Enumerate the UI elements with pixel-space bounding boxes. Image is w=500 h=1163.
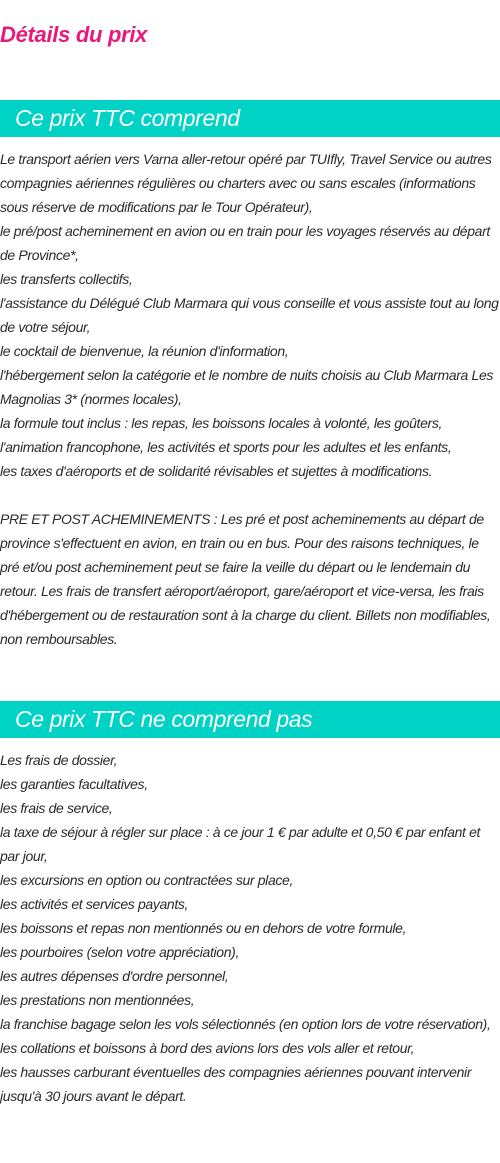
list-item: la formule tout inclus : les repas, les boissons locales à volonté, les goûters, <box>0 415 443 431</box>
list-item: Les frais de dossier, <box>0 752 118 768</box>
list-item: les pourboires (selon votre appréciation), <box>0 944 239 960</box>
list-item: Le transport aérien vers Varna aller-retour opéré par TUIfly, Travel Service ou autres compagnies aériennes régulières ou charters avec ou sans escales (informations sous réserve de modifications par le Tour Opérateur), <box>0 151 492 215</box>
includes-heading: Ce prix TTC comprend <box>0 100 500 137</box>
page-title: Détails du prix <box>0 22 148 47</box>
list-item: les collations et boissons à bord des avions lors des vols aller et retour, <box>0 1040 415 1056</box>
list-item: les activités et services payants, <box>0 896 189 912</box>
list-item: l'hébergement selon la catégorie et le nombre de nuits choisis au Club Marmara Les Magnolias 3* (normes locales), <box>0 367 494 407</box>
list-item: l'assistance du Délégué Club Marmara qui vous conseille et vous assiste tout au long de votre séjour, <box>0 295 499 335</box>
list-item: le pré/post acheminement en avion ou en train pour les voyages réservés au départ de Province*, <box>0 223 490 263</box>
excludes-heading: Ce prix TTC ne comprend pas <box>0 701 500 738</box>
list-item: le cocktail de bienvenue, la réunion d'information, <box>0 343 289 359</box>
list-item: les garanties facultatives, <box>0 776 148 792</box>
list-item: les hausses carburant éventuelles des compagnies aériennes pouvant intervenir jusqu'à 30 jours avant le départ. <box>0 1064 472 1104</box>
list-item: la taxe de séjour à régler sur place : à ce jour 1 € par adulte et 0,50 € par enfant et par jour, <box>0 824 481 864</box>
list-item: les transferts collectifs, <box>0 271 133 287</box>
list-item: les excursions en option ou contractées sur place, <box>0 872 294 888</box>
list-item: les boissons et repas non mentionnés ou en dehors de votre formule, <box>0 920 407 936</box>
list-item: l'animation francophone, les activités et sports pour les adultes et les enfants, <box>0 439 452 455</box>
list-item: la franchise bagage selon les vols sélectionnés (en option lors de votre réservation), <box>0 1016 491 1032</box>
list-item: les autres dépenses d'ordre personnel, <box>0 968 229 984</box>
list-item: les prestations non mentionnées, <box>0 992 195 1008</box>
list-item: les frais de service, <box>0 800 113 816</box>
includes-list <box>0 147 500 483</box>
list-item: les taxes d'aéroports et de solidarité révisables et sujettes à modifications. <box>0 463 433 479</box>
excludes-list <box>0 748 500 1108</box>
pre-post-acheminements-note: PRE ET POST ACHEMINEMENTS : Les pré et post acheminements au départ de province s'effectuent en avion, en train ou en bus. Pour des raisons techniques, le pré et/ou post acheminement peut se faire la veille du départ ou le lendemain du retour. Les frais de transfert aéroport/aéroport, gare/aéroport et vice-versa, les frais d'hébergement ou de restauration sont à la charge du client. Billets non modifiables, non remboursables. <box>0 511 491 647</box>
